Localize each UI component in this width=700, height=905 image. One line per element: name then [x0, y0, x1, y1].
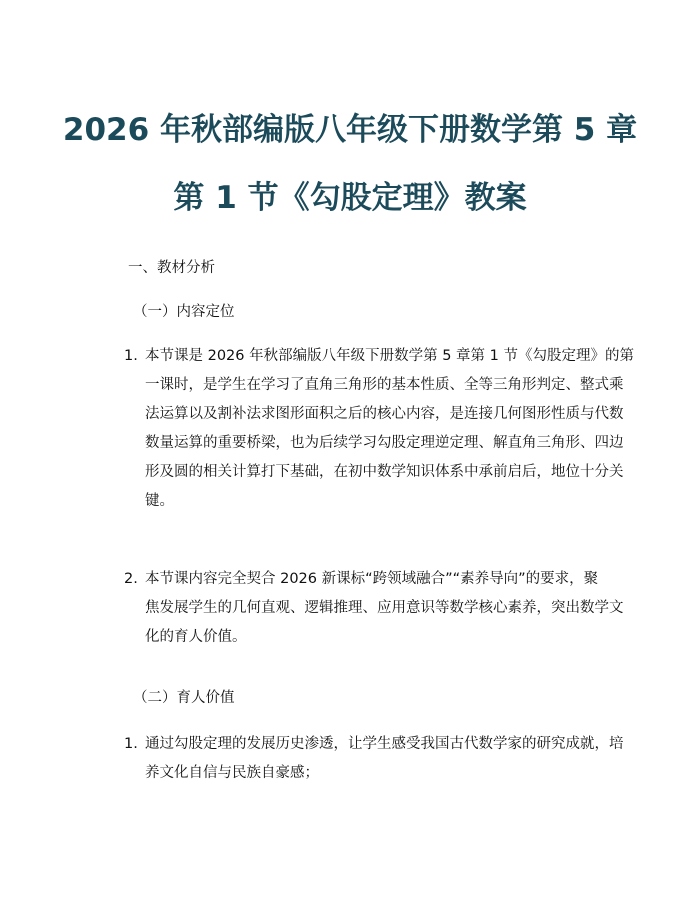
- list-number: 1.: [124, 348, 138, 364]
- document-title-line-2: 第 1 节《勾股定理》教案: [173, 180, 527, 216]
- paragraph-line: 法运算以及割补法求图形面积之后的核心内容，是连接几何图形性质与代数: [145, 406, 624, 422]
- paragraph-line: 本节课是 2026 年秋部编版八年级下册数学第 5 章第 1 节《勾股定理》的第: [145, 348, 635, 364]
- paragraph-line: 焦发展学生的几何直观、逻辑推理、应用意识等数学核心素养，突出数学文: [145, 600, 624, 616]
- list-item-paragraph: [145, 569, 624, 656]
- paragraph-line: 通过勾股定理的发展历史渗透，让学生感受我国古代数学家的研究成就，培: [145, 736, 624, 752]
- paragraph-line: 化的育人价值。: [145, 629, 247, 645]
- paragraph-line: 形及圆的相关计算打下基础，在初中数学知识体系中承前启后，地位十分关: [145, 464, 624, 480]
- paragraph-line: 数量运算的重要桥梁，也为后续学习勾股定理逆定理、解直角三角形、四边: [145, 435, 624, 451]
- subsection-heading-content-positioning: （一）内容定位: [133, 304, 235, 320]
- list-number: 2.: [124, 571, 138, 587]
- list-item-paragraph: [145, 734, 624, 792]
- paragraph-line: 一课时，是学生在学习了直角三角形的基本性质、全等三角形判定、整式乘: [145, 377, 624, 393]
- subsection-heading-educational-value: （二）育人价值: [133, 690, 235, 706]
- paragraph-line: 养文化自信与民族自豪感；: [145, 765, 319, 781]
- document-title-line-1: 2026 年秋部编版八年级下册数学第 5 章: [62, 112, 638, 148]
- list-number: 1.: [124, 736, 138, 752]
- list-item-paragraph: [145, 346, 635, 520]
- paragraph-line: 本节课内容完全契合 2026 新课标“跨领域融合”“素养导向”的要求，聚: [145, 571, 599, 587]
- section-heading-textbook-analysis: 一、教材分析: [128, 260, 215, 276]
- paragraph-line: 键。: [145, 493, 174, 509]
